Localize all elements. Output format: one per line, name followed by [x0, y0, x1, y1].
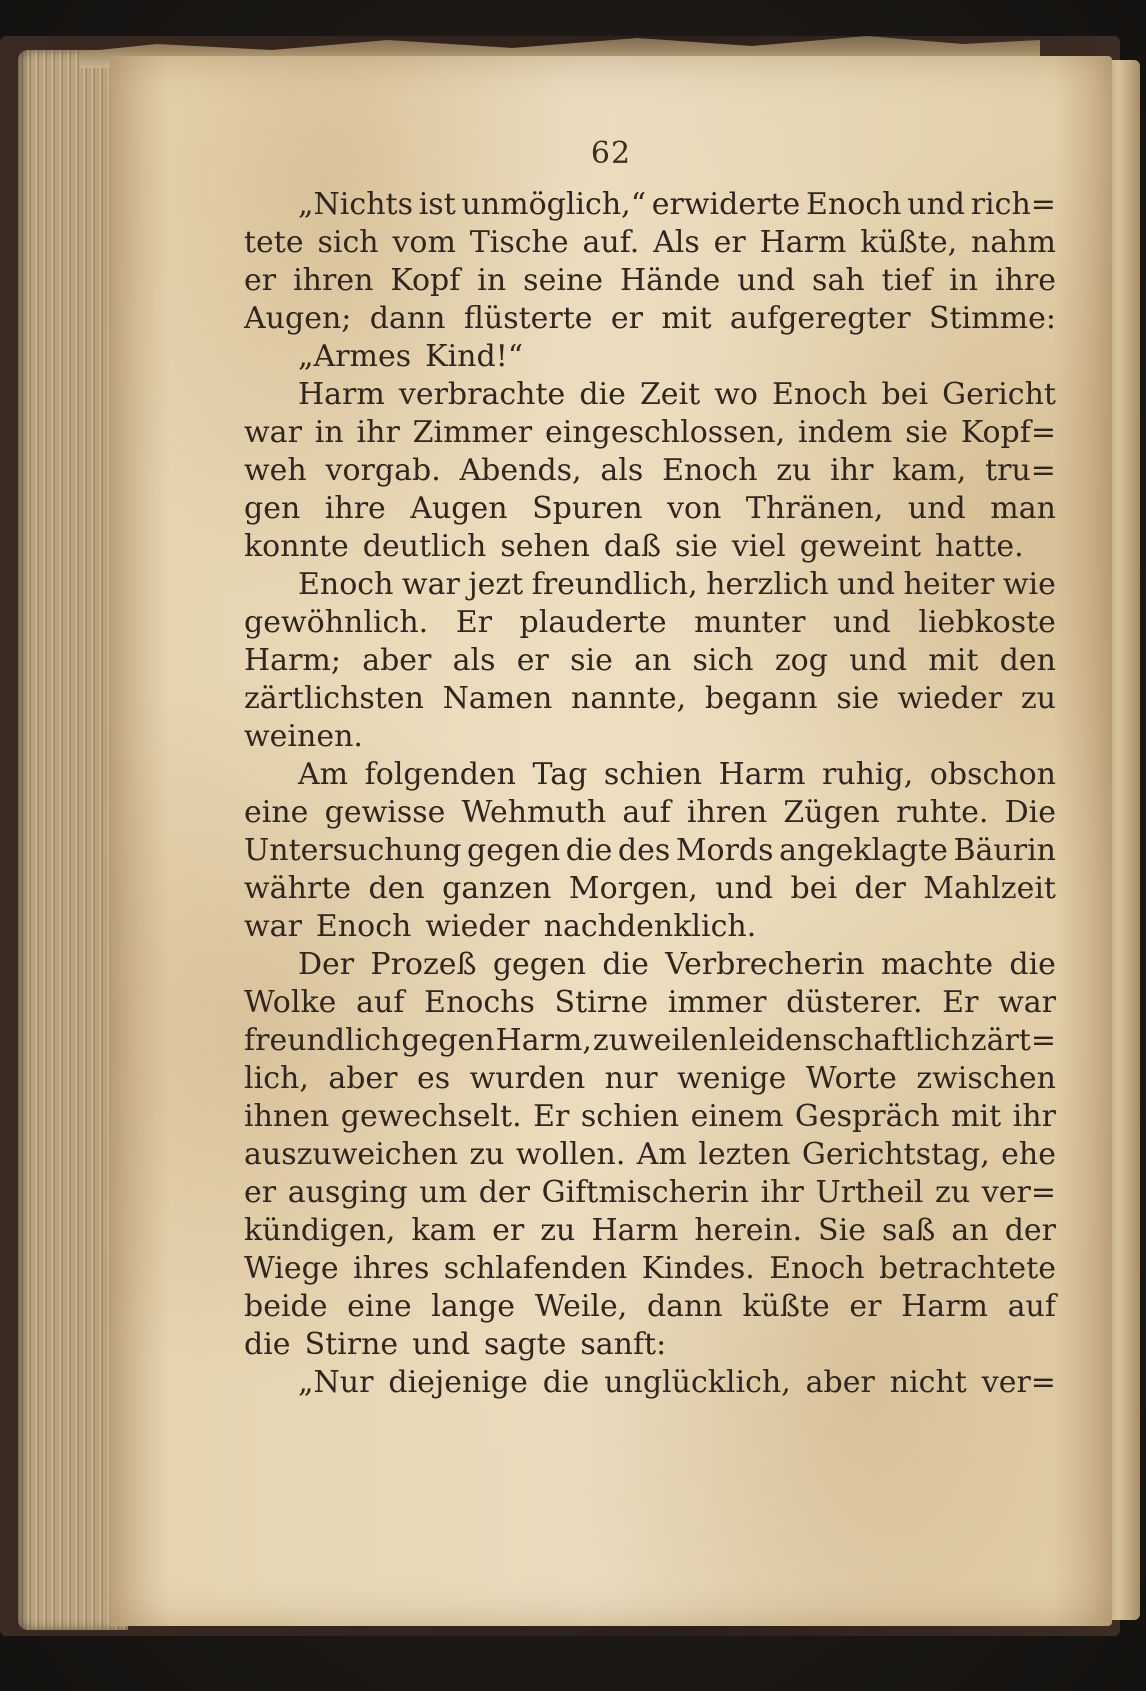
word: erwiderte — [651, 187, 801, 222]
text-line — [244, 642, 1056, 680]
word: er — [516, 643, 549, 678]
word: immer — [667, 985, 767, 1020]
word: des — [617, 833, 671, 868]
word: Wehmuth — [461, 795, 607, 830]
word: wo — [714, 377, 758, 412]
word: an — [634, 643, 672, 678]
word: Harm — [591, 1213, 679, 1248]
text-line — [244, 414, 1056, 452]
word: Kindes. — [641, 1251, 755, 1286]
word: nannte, — [571, 681, 687, 716]
word: ruhte. — [896, 795, 989, 830]
text-line — [244, 1250, 1056, 1288]
word: gen — [244, 491, 301, 526]
word: Enoch — [805, 187, 902, 222]
word: wieder — [425, 909, 530, 944]
word: von — [667, 491, 722, 526]
word: nachdenklich. — [543, 909, 757, 944]
word: wieder — [897, 681, 1003, 716]
word: sah — [812, 263, 865, 298]
word: unglücklich, — [604, 1365, 791, 1400]
word: heiter — [903, 567, 995, 602]
text-line — [244, 566, 1056, 604]
word: sehen — [500, 529, 590, 564]
word: gegen — [401, 1023, 495, 1058]
word: konnte — [244, 529, 349, 564]
word: ihre — [994, 263, 1056, 298]
text-line — [244, 224, 1056, 262]
word: Augen — [410, 491, 508, 526]
word: diejenige — [388, 1365, 528, 1400]
word: vorgab. — [325, 453, 441, 488]
text-line — [244, 528, 1056, 566]
word: dann — [646, 1289, 723, 1324]
word: auf — [356, 985, 405, 1020]
word: und — [737, 263, 796, 298]
word: Harm — [901, 1289, 988, 1324]
word: kündigen, — [244, 1213, 396, 1248]
word: Weile, — [534, 1289, 628, 1324]
word: Tische — [469, 225, 569, 260]
word: gewisse — [324, 795, 446, 830]
word: vom — [392, 225, 456, 260]
word: als — [452, 643, 496, 678]
text-line — [244, 680, 1056, 718]
word: schien — [580, 1099, 680, 1134]
word: ist — [418, 187, 456, 222]
word: viel — [731, 529, 786, 564]
word: und — [849, 643, 908, 678]
word: Als — [653, 225, 700, 260]
word: an — [951, 1213, 989, 1248]
word: zu — [469, 1137, 505, 1172]
word: Thränen, — [745, 491, 884, 526]
word: Zügen — [783, 795, 880, 830]
word: folgenden — [364, 757, 516, 792]
word: weinen. — [244, 719, 363, 754]
word: jezt — [468, 567, 524, 602]
word: Die — [1004, 795, 1056, 830]
word: liebkoste — [918, 605, 1056, 640]
word: zuweilen — [592, 1023, 728, 1058]
word: Gespräch — [794, 1099, 940, 1134]
word: zärt= — [970, 1023, 1056, 1058]
text-line — [244, 794, 1056, 832]
text-line — [244, 1022, 1056, 1060]
text-line — [244, 908, 1056, 946]
word: Mords — [675, 833, 774, 868]
word: war — [401, 567, 460, 602]
word: Morgen, — [568, 871, 698, 906]
word: Am — [636, 1137, 687, 1172]
word: währte — [244, 871, 352, 906]
word: die — [579, 377, 626, 412]
word: kam — [411, 1213, 477, 1248]
word: auf — [1007, 1289, 1056, 1324]
word: küßte — [742, 1289, 830, 1324]
word: ganzen — [442, 871, 552, 906]
word: ruhig, — [821, 757, 914, 792]
word: rich= — [970, 187, 1056, 222]
word: nahm — [970, 225, 1056, 260]
word: die — [565, 833, 613, 868]
word: auszuweichen — [244, 1137, 458, 1172]
word: ehe — [1001, 1137, 1056, 1172]
word: Untersuchung — [244, 833, 462, 868]
word: Kopf= — [960, 415, 1056, 450]
word: ihr — [760, 1175, 804, 1210]
text-line — [244, 984, 1056, 1022]
word: war — [998, 985, 1056, 1020]
word: nicht — [889, 1365, 967, 1400]
word: düsterer. — [786, 985, 923, 1020]
word: sie — [570, 643, 613, 678]
word: Enoch — [662, 453, 758, 488]
word: indem — [798, 415, 893, 450]
word: Namen — [442, 681, 553, 716]
text-line — [244, 338, 1056, 376]
page-number: 62 — [590, 136, 632, 171]
text-line — [244, 1288, 1056, 1326]
word: Spuren — [532, 491, 643, 526]
word: Mahlzeit — [923, 871, 1056, 906]
word: kam, — [892, 453, 967, 488]
word: verbrachte — [398, 377, 566, 412]
word: Urtheil — [815, 1175, 924, 1210]
word: den — [999, 643, 1056, 678]
book-page — [110, 56, 1112, 1626]
word: beide — [244, 1289, 328, 1324]
word: munter — [694, 605, 806, 640]
word: nur — [604, 1061, 658, 1096]
word: ver= — [981, 1365, 1056, 1400]
text-line — [244, 870, 1056, 908]
text-line — [244, 490, 1056, 528]
word: Er — [455, 605, 492, 640]
word: mit — [661, 301, 712, 336]
word: und — [715, 871, 774, 906]
word: zwischen — [916, 1061, 1056, 1096]
word: mit — [951, 1099, 1002, 1134]
word: der — [854, 871, 906, 906]
word: Zeit — [639, 377, 701, 412]
word: eine — [244, 795, 309, 830]
text-line — [244, 946, 1056, 984]
word: gegen — [492, 947, 587, 982]
word: ihr — [830, 453, 874, 488]
word: ihnen — [244, 1099, 330, 1134]
word: tru= — [985, 453, 1056, 488]
word: Am — [298, 757, 349, 792]
word: und — [412, 1327, 471, 1362]
word: deutlich — [362, 529, 487, 564]
word: in — [314, 415, 344, 450]
word: bei — [790, 871, 838, 906]
word: Der — [298, 947, 355, 982]
text-line — [244, 1364, 1056, 1402]
word: ver= — [981, 1175, 1056, 1210]
word: Kopf — [390, 263, 461, 298]
text-line — [244, 832, 1056, 870]
text-line — [244, 1174, 1056, 1212]
word: den — [368, 871, 425, 906]
word: küßte, — [860, 225, 958, 260]
word: Sie — [818, 1213, 866, 1248]
word: Zimmer — [412, 415, 533, 450]
word: lezten — [698, 1137, 791, 1172]
word: eine — [347, 1289, 412, 1324]
word: sich — [692, 643, 754, 678]
word: sie — [675, 529, 718, 564]
word: ihren — [293, 263, 374, 298]
word: zu — [1020, 681, 1056, 716]
word: machte — [880, 947, 994, 982]
word: Stirne — [554, 985, 649, 1020]
word: mit — [928, 643, 979, 678]
text-line — [244, 452, 1056, 490]
word: sanft: — [580, 1327, 667, 1362]
word: sich — [317, 225, 379, 260]
word: daß — [603, 529, 662, 564]
word: dann — [369, 301, 446, 336]
word: Abends, — [459, 453, 582, 488]
word: freundlich, — [531, 567, 698, 602]
word: Stirne — [304, 1327, 399, 1362]
word: tief — [881, 263, 933, 298]
word: begann — [704, 681, 818, 716]
word: und — [907, 491, 966, 526]
word: aber — [362, 643, 432, 678]
word: ihre — [324, 491, 386, 526]
word: die — [542, 1365, 590, 1400]
word: Harm; — [244, 643, 341, 678]
word: flüsterte — [463, 301, 593, 336]
word: leidenschaftlich — [728, 1023, 970, 1058]
word: zu — [935, 1175, 971, 1210]
word: lich, — [244, 1061, 309, 1096]
text-line — [244, 1098, 1056, 1136]
word: der — [478, 1175, 531, 1210]
word: er — [244, 1175, 277, 1210]
text-line — [244, 756, 1056, 794]
word: der — [1004, 1213, 1056, 1248]
word: seine — [523, 263, 603, 298]
word: er — [610, 301, 644, 336]
word: aber — [805, 1365, 875, 1400]
word: Augen; — [244, 301, 352, 336]
word: man — [990, 491, 1056, 526]
word: Bäurin — [953, 833, 1056, 868]
word: hatte. — [935, 529, 1024, 564]
word: „Nichts — [298, 187, 413, 222]
word: „Nur — [298, 1365, 374, 1400]
word: war — [244, 415, 302, 450]
word: betrachtete — [879, 1251, 1056, 1286]
word: angeklagte — [779, 833, 948, 868]
word: war — [244, 909, 302, 944]
word: „Armes — [298, 339, 412, 374]
word: er — [713, 225, 746, 260]
word: unmöglich,“ — [461, 187, 647, 222]
word: zu — [776, 453, 812, 488]
word: die — [1009, 947, 1056, 982]
word: herzlich — [706, 567, 829, 602]
word: sie — [905, 415, 948, 450]
word: Enoch — [772, 377, 868, 412]
word: Enochs — [424, 985, 535, 1020]
word: weh — [244, 453, 307, 488]
word: Er — [533, 1099, 570, 1134]
word: schien — [603, 757, 703, 792]
word: Harm — [298, 377, 385, 412]
word: gegen — [467, 833, 561, 868]
word: ihres — [353, 1251, 430, 1286]
text-line — [244, 1060, 1056, 1098]
word: Gerichtstag, — [801, 1137, 990, 1172]
word: Kind!“ — [425, 339, 524, 374]
word: Prozeß — [370, 947, 477, 982]
text-line — [244, 718, 1056, 756]
word: Enoch — [315, 909, 412, 944]
word: es — [416, 1061, 451, 1096]
word: Enoch — [769, 1251, 865, 1286]
word: ihr — [1012, 1099, 1056, 1134]
word: Er — [942, 985, 979, 1020]
word: freundlich — [244, 1023, 401, 1058]
word: zärtlichsten — [244, 681, 424, 716]
word: und — [907, 187, 965, 222]
word: und — [837, 567, 896, 602]
word: die — [602, 947, 649, 982]
word: zog — [774, 643, 828, 678]
word: auf. — [582, 225, 640, 260]
word: Gericht — [942, 377, 1056, 412]
word: als — [600, 453, 644, 488]
word: Worte — [805, 1061, 897, 1096]
word: zu — [540, 1213, 576, 1248]
word: ihren — [686, 795, 768, 830]
word: Wiege — [244, 1251, 339, 1286]
text-line — [244, 1212, 1056, 1250]
text-line — [244, 376, 1056, 414]
word: herein. — [694, 1213, 802, 1248]
word: Harm — [759, 225, 847, 260]
word: die — [244, 1327, 291, 1362]
word: eingeschlossen, — [544, 415, 786, 450]
word: wie — [1002, 567, 1056, 602]
word: auf — [622, 795, 671, 830]
word: Stimme: — [928, 301, 1056, 336]
word: er — [492, 1213, 525, 1248]
word: Wolke — [244, 985, 337, 1020]
word: sagte — [484, 1327, 567, 1362]
word: aber — [328, 1061, 398, 1096]
word: einem — [690, 1099, 784, 1134]
word: tete — [244, 225, 304, 260]
word: geweint — [799, 529, 922, 564]
word: gewöhnlich. — [244, 605, 429, 640]
word: wollen. — [515, 1137, 626, 1172]
word: er — [244, 263, 277, 298]
word: Hände — [619, 263, 721, 298]
word: Enoch — [298, 567, 394, 602]
word: in — [477, 263, 507, 298]
text-line — [244, 604, 1056, 642]
word: bei — [881, 377, 929, 412]
word: wenige — [677, 1061, 787, 1096]
word: schlafenden — [443, 1251, 628, 1286]
word: aufgeregter — [729, 301, 911, 336]
word: Giftmischerin — [541, 1175, 749, 1210]
word: Harm, — [495, 1023, 592, 1058]
word: Verbrecherin — [665, 947, 865, 982]
text-line — [244, 262, 1056, 300]
word: ausging — [287, 1175, 408, 1210]
text-line — [244, 186, 1056, 224]
page-text — [244, 186, 1056, 1402]
word: Harm — [718, 757, 806, 792]
text-line — [244, 300, 1056, 338]
word: ihr — [356, 415, 400, 450]
word: wurden — [469, 1061, 586, 1096]
word: um — [419, 1175, 468, 1210]
word: saß — [882, 1213, 936, 1248]
word: Tag — [532, 757, 588, 792]
word: er — [849, 1289, 882, 1324]
word: und — [832, 605, 891, 640]
word: plauderte — [519, 605, 667, 640]
word: lange — [431, 1289, 516, 1324]
word: obschon — [929, 757, 1056, 792]
word: in — [949, 263, 978, 298]
word: gewechselt. — [340, 1099, 522, 1134]
text-line — [244, 1136, 1056, 1174]
word: sie — [836, 681, 880, 716]
text-line — [244, 1326, 1056, 1364]
